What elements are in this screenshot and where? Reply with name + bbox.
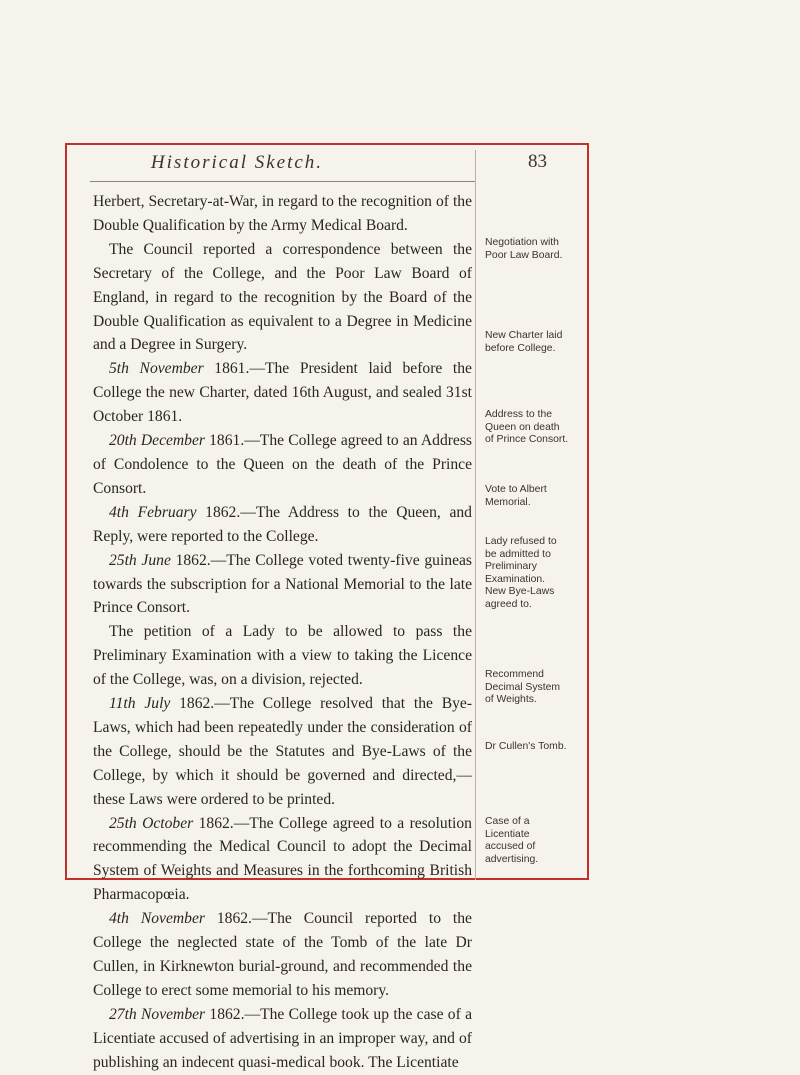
paragraph: The petition of a Lady to be allowed to pass the Preliminary Examination with a view to taking the Licence of the College, was, on a division, rejected. <box>93 623 472 689</box>
paragraph: 5th November 1861.—The President laid before the College the new Charter, dated 16th August, and sealed 31st October 1861. <box>93 360 472 426</box>
entry-date: 27th November <box>109 1005 206 1023</box>
running-title: Historical Sketch. <box>150 152 324 173</box>
paragraph: 20th December 1861.—The College agreed to an Address of Condolence to the Queen on the death of the Prince Consort. <box>93 432 472 497</box>
margin-note: Negotiation with Poor Law Board. <box>485 237 563 261</box>
margin-note: Recommend Decimal System of Weights. <box>485 669 561 706</box>
entry-date: 5th November <box>109 360 204 378</box>
margin-note: New Bye-Laws agreed to. <box>485 586 555 610</box>
paragraph: 4th February 1862.—The Address to the Queen, and Reply, were reported to the College. <box>93 503 472 545</box>
paragraph: 27th November 1862.—The College took up the case of a Licentiate accused of advertising in an improper way, and of publishing an indecent quasi-medical book. The Licentiate <box>93 1005 472 1071</box>
margin-note: Vote to Albert Memorial. <box>485 484 547 508</box>
margin-note: Dr Cullen's Tomb. <box>485 741 567 752</box>
entry-date: 4th November <box>109 910 205 928</box>
paragraph: 11th July 1862.—The College resolved that the Bye-Laws, which had been repeatedly under the consideration of the College, should be the Statutes and Bye-Laws of the College, by which it should be governed and directed,—these Laws were ordered to be printed. <box>93 695 473 808</box>
margin-note: Case of a Licentiate accused of advertising. <box>485 816 539 865</box>
paragraph: 25th October 1862.—The College agreed to a resolution recommending the Medical Council to adopt the Decimal System of Weights and Measures in the forthcoming British Pharmacopœia. <box>93 814 472 904</box>
body-text <box>93 190 472 1075</box>
entry-date: 4th February <box>109 503 197 521</box>
margin-note: Address to the Queen on death of Prince Consort. <box>485 409 569 446</box>
paragraph: Herbert, Secretary-at-War, in regard to the recognition of the Double Qualification by the Army Medical Board. <box>93 193 472 234</box>
entry-date: 11th July <box>109 695 171 713</box>
paragraph: 25th June 1862.—The College voted twenty-five guineas towards the subscription for a National Memorial to the late Prince Consort. <box>93 551 472 617</box>
header-rule <box>90 181 475 182</box>
entry-date: 25th June <box>109 551 171 569</box>
entry-date: 25th October <box>109 814 194 832</box>
paragraph: 4th November 1862.—The Council reported to the College the neglected state of the Tomb of the late Dr Cullen, in Kirknewton burial-ground, and recommended the College to erect some memorial to his memory. <box>93 910 472 999</box>
margin-note: New Charter laid before College. <box>485 330 563 354</box>
page-number: 83 <box>528 151 547 172</box>
entry-date: 20th December <box>109 432 205 450</box>
column-rule <box>475 150 476 880</box>
paragraph: The Council reported a correspondence between the Secretary of the College, and the Poor Law Board of England, in regard to the recognition by the Board of the Double Qualification as equivalent to a Degree in Medicine and a Degree in Surgery. <box>93 240 472 354</box>
margin-note: Lady refused to be admitted to Preliminary Examination. <box>485 536 557 585</box>
